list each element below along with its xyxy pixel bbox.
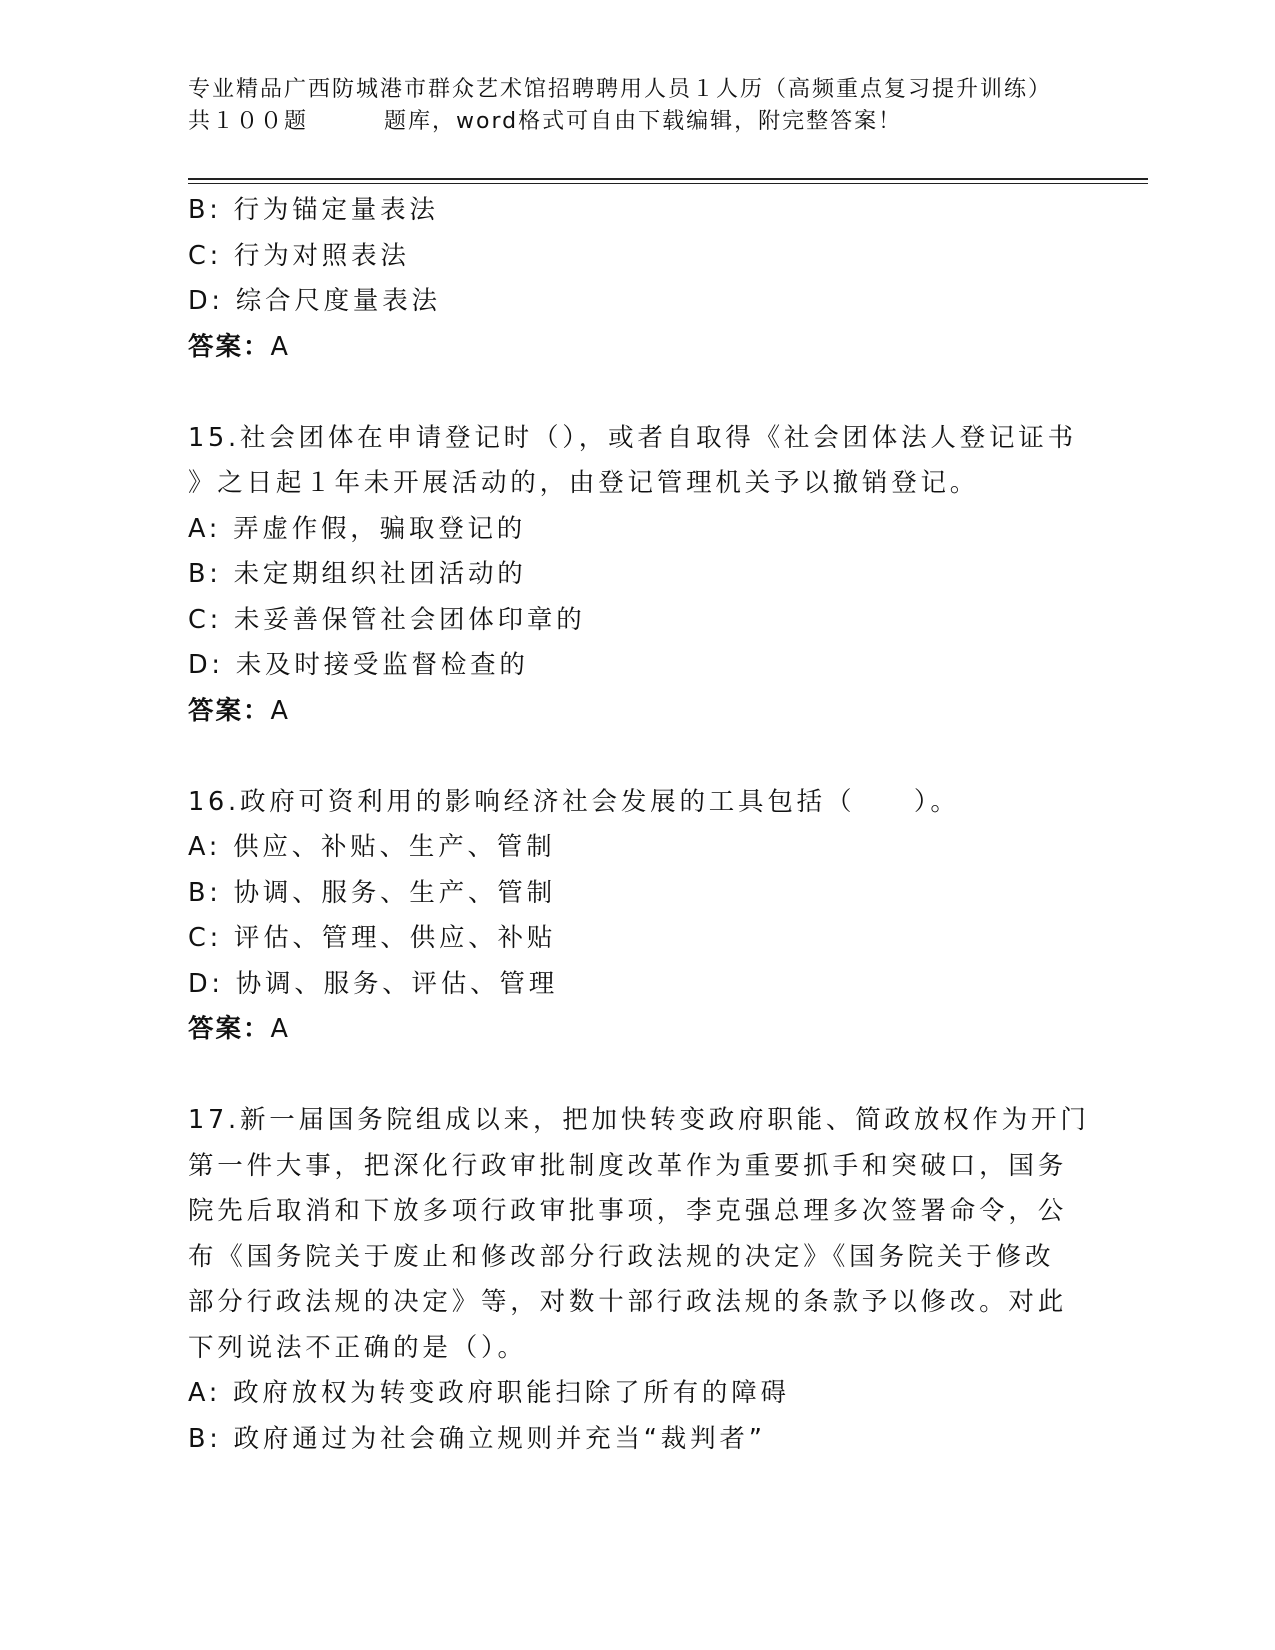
page-header xyxy=(188,74,1088,138)
question-17 xyxy=(188,1098,1088,1462)
header-divider-thick xyxy=(188,178,1148,180)
question-15-text-line-1: 15.社会团体在申请登记时（），或者自取得《社会团体法人登记证书 xyxy=(188,422,1077,453)
answer-label: 答案： xyxy=(188,331,271,362)
question-16-answer xyxy=(188,1007,1088,1053)
answer-label: 答案： xyxy=(188,1014,271,1044)
question-16-text-line-1: 16.政府可资利用的影响经济社会发展的工具包括（ ）。 xyxy=(188,786,960,817)
header-description: 题库，word格式可自由下载编辑，附完整答案！ xyxy=(384,109,903,134)
question-15 xyxy=(188,416,1088,735)
option-c: C: 未妥善保管社会团体印章的 xyxy=(188,604,586,635)
question-14-options xyxy=(188,188,1088,325)
question-15-text-line-2: 》之日起１年未开展活动的，由登记管理机关予以撤销登记。 xyxy=(188,468,980,498)
option-a: A: 供应、补贴、生产、管制 xyxy=(188,832,556,862)
question-17-text-line-2: 第一件大事，把深化行政审批制度改革作为重要抓手和突破口，国务 xyxy=(188,1150,1068,1181)
header-question-count: 共１００题 xyxy=(188,109,309,134)
option-d: D: 协调、服务、评估、管理 xyxy=(188,968,559,999)
question-14-answer xyxy=(188,325,1088,371)
option-a: A: 弄虚作假，骗取登记的 xyxy=(188,513,527,544)
header-divider-thin xyxy=(188,183,1148,184)
answer-value: A xyxy=(270,331,290,362)
option-c: C: 评估、管理、供应、补贴 xyxy=(188,923,557,953)
question-16 xyxy=(188,780,1088,1053)
header-title-line-2 xyxy=(188,106,1088,138)
option-d: D: 未及时接受监督检查的 xyxy=(188,650,529,680)
header-title-line-1: 专业精品广西防城港市群众艺术馆招聘聘用人员１人历（高频重点复习提升训练） xyxy=(188,77,1053,102)
answer-label: 答案： xyxy=(188,695,271,726)
question-17-text-line-4: 布《国务院关于废止和修改部分行政法规的决定》《国务院关于修改 xyxy=(188,1241,1055,1272)
option-b: B: 未定期组织社团活动的 xyxy=(188,559,527,589)
option-b: B: 行为锚定量表法 xyxy=(188,195,439,225)
answer-value: A xyxy=(270,1014,290,1044)
question-17-text-line-6: 下列说法不正确的是（）。 xyxy=(188,1332,527,1363)
option-b: B: 政府通过为社会确立规则并充当“裁判者” xyxy=(188,1423,766,1454)
question-17-text-line-1: 17.新一届国务院组成以来，把加快转变政府职能、简政放权作为开门 xyxy=(188,1105,1090,1135)
option-c: C: 行为对照表法 xyxy=(188,240,410,271)
option-a: A: 政府放权为转变政府职能扫除了所有的障碍 xyxy=(188,1378,790,1408)
question-15-answer xyxy=(188,689,1088,735)
question-content xyxy=(188,188,1088,1462)
answer-value: A xyxy=(270,695,290,726)
option-b: B: 协调、服务、生产、管制 xyxy=(188,877,556,908)
question-17-text-line-5: 部分行政法规的决定》等，对数十部行政法规的条款予以修改。对此 xyxy=(188,1287,1068,1317)
option-d: D: 综合尺度量表法 xyxy=(188,286,441,316)
question-17-text-line-3: 院先后取消和下放多项行政审批事项，李克强总理多次签署命令，公 xyxy=(188,1196,1068,1226)
